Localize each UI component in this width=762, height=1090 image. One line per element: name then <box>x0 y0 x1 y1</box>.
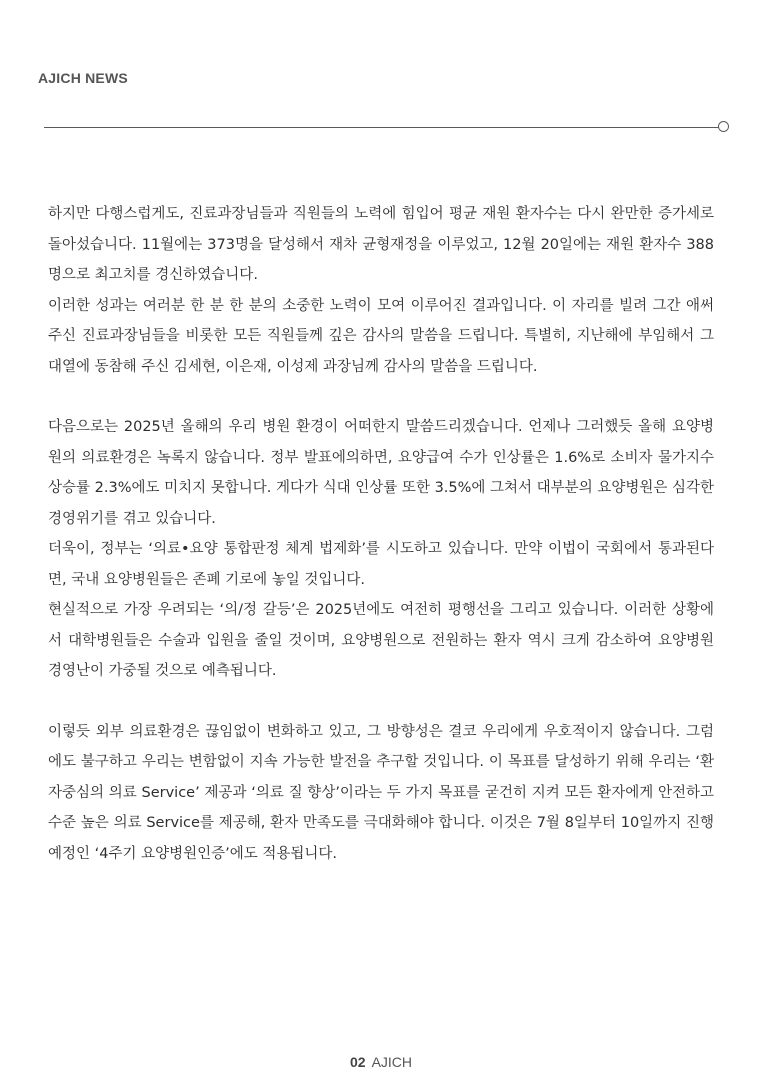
header-brand: AJICH NEWS <box>38 70 128 86</box>
page-number: 02 <box>349 1054 366 1070</box>
paragraph-3: 다음으로는 2025년 올해의 우리 병원 환경이 어떠한지 말씀드리겠습니다. 언제나 그러했듯 올해 요양병원의 의료환경은 녹록지 않습니다. 정부 발표에의하면, 요양급여 수가 인상률은 1.6%로 소비자 물가지수 상승률 2.3%에도 미치지 못합니다. 게다가 식대 인상률 또한 3.5%에 그쳐서 대부분의 요양병원은 심각한 경영위기를 겪고 있습니다. <box>48 419 714 527</box>
divider-end-circle-icon <box>718 121 729 132</box>
paragraph-6: 이렇듯 외부 의료환경은 끊임없이 변화하고 있고, 그 방향성은 결코 우리에게 우호적이지 않습니다. 그럼에도 불구하고 우리는 변함없이 지속 가능한 발전을 추구할 것입니다. 이 목표를 달성하기 위해 우리는 ‘환자중심의 의료 Service’ 제공과 ‘의료 질 향상’이라는 두 가지 목표를 굳건히 지켜 모든 환자에게 안전하고 수준 높은 의료 Service를 제공해, 환자 만족도를 극대화해야 합니다. 이것은 7월 8일부터 10일까지 진행 예정인 ‘4주기 요양병원인증’에도 적용됩니다. <box>48 723 714 862</box>
footer-publication: AJICH <box>371 1054 413 1070</box>
paragraph-5: 현실적으로 가장 우려되는 ‘의/정 갈등’은 2025년에도 여전히 평행선을 그리고 있습니다. 이러한 상황에서 대학병원들은 수술과 입원을 줄일 것이며, 요양병원으로 전원하는 환자 역시 크게 감소하여 요양병원 경영난이 가중될 것으로 예측됩니다. <box>48 602 714 679</box>
paragraph-4: 더욱이, 정부는 ‘의료•요양 통합판정 체계 법제화’를 시도하고 있습니다. 만약 이법이 국회에서 통과된다면, 국내 요양병원들은 존폐 기로에 놓일 것입니다. <box>48 541 714 588</box>
paragraph-spacer <box>48 382 714 412</box>
header-divider <box>44 127 719 128</box>
paragraph-2: 이러한 성과는 여러분 한 분 한 분의 소중한 노력이 모여 이루어진 결과입니다. 이 자리를 빌려 그간 애써주신 진료과장님들을 비롯한 모든 직원들께 깊은 감사의 말씀을 드립니다. 특별히, 지난해에 부임해서 그 대열에 동참해 주신 김세현, 이은재, 이성제 과장님께 감사의 말씀을 드립니다. <box>48 297 714 375</box>
paragraph-1: 하지만 다행스럽게도, 진료과장님들과 직원들의 노력에 힘입어 평균 재원 환자수는 다시 완만한 증가세로 돌아섰습니다. 11월에는 373명을 달성해서 재차 균형재정을 이루었고, 12월 20일에는 재원 환자수 388명으로 최고치를 경신하였습니다. <box>48 206 714 283</box>
paragraph-spacer <box>48 687 714 717</box>
article-body <box>48 199 714 869</box>
page-footer <box>0 1054 762 1070</box>
